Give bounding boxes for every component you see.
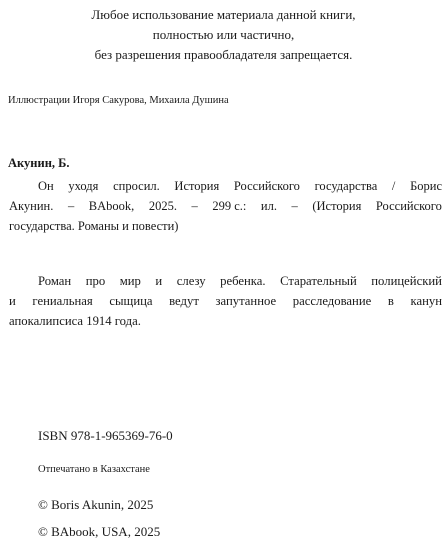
word: 2025. [148,199,177,213]
word: полицейский [371,274,442,288]
bibliographic-line [9,196,442,216]
copyright-notice-line: Любое использование материала данной книги, [91,7,356,22]
word: запутанное [215,294,277,308]
annotation-line [9,291,442,311]
copyright-notice-line: полностью или частично, [152,27,295,42]
word: в [387,294,394,308]
word: История [174,179,220,193]
bibliographic-description [9,176,442,236]
word: государства [314,179,378,193]
annotation-line [9,311,442,331]
word: сыщица [109,294,153,308]
copyright-publisher: © BAbook, USA, 2025 [38,524,161,539]
author-heading: Акунин, Б. [8,156,70,170]
word: расследование [292,294,372,308]
word: слезу [176,274,206,288]
word: гениальная [32,294,93,308]
word: ил. [260,199,277,213]
word: – [67,199,75,213]
word: Роман [38,274,72,288]
word: (История [312,199,362,213]
word: – [191,199,198,213]
copyright-notice [0,5,447,65]
word: ведут [169,294,199,308]
book-annotation [9,271,442,331]
words: государства. Романы и повести) [9,219,179,233]
word: канун [410,294,442,308]
word: уходя [68,179,99,193]
word: BAbook, [88,199,135,213]
word: Старательный [280,274,357,288]
annotation-line [38,271,442,291]
word: / [391,179,396,193]
word: Российского [233,179,300,193]
word: про [85,274,106,288]
copyright-author: © Boris Akunin, 2025 [38,497,154,512]
word: Акунин. [9,199,54,213]
isbn: ISBN 978-1-965369-76-0 [38,428,173,443]
word: Российского [375,199,442,213]
word: спросил. [113,179,160,193]
word: Борис [410,179,442,193]
word: Он [38,179,54,193]
bibliographic-line [9,216,442,236]
word: и [155,274,163,288]
word: мир [119,274,141,288]
bibliographic-line [38,176,442,196]
word: – [291,199,298,213]
word: 299 с.: [212,199,247,213]
words: апокалипсиса 1914 года. [9,314,141,328]
word: и [9,294,16,308]
copyright-notice-line: без разрешения правообладателя запрещается. [94,47,353,62]
printed-in: Отпечатано в Казахстане [38,464,150,475]
word: ребенка. [220,274,266,288]
illustrators-credit: Иллюстрации Игоря Сакурова, Михаила Душина [8,95,229,106]
